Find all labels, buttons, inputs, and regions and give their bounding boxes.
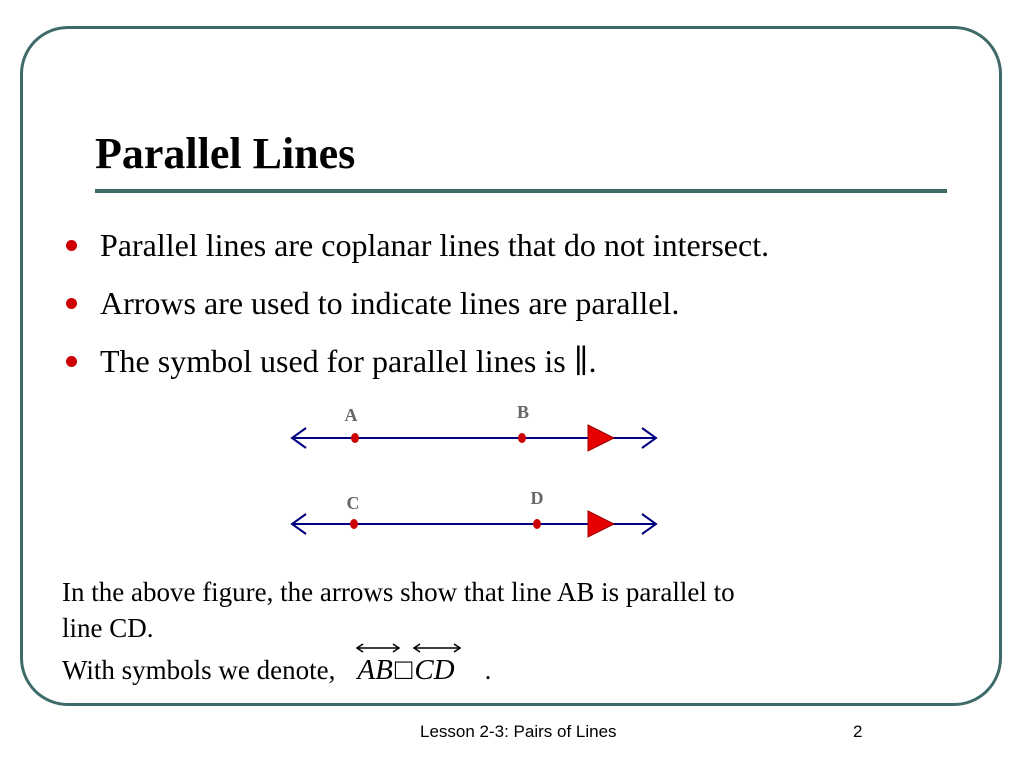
parallel-notation xyxy=(357,646,454,688)
label-a: A xyxy=(344,405,358,425)
bullet-dot-icon xyxy=(66,240,77,251)
point-c xyxy=(350,519,358,529)
bullet-text: Arrows are used to indicate lines are parallel. xyxy=(100,285,680,321)
line-cd xyxy=(292,488,656,537)
parallel-marker-icon xyxy=(588,511,614,537)
bullet-item xyxy=(62,274,769,332)
footer-lesson-title: Lesson 2-3: Pairs of Lines xyxy=(420,722,617,741)
bullet-list xyxy=(62,216,769,390)
label-b: B xyxy=(516,402,530,422)
point-a xyxy=(351,433,359,443)
figure-description xyxy=(62,574,942,688)
line-cd-notation: CD xyxy=(414,646,454,688)
bullet-item xyxy=(62,216,769,274)
point-b xyxy=(518,433,526,443)
bullet-dot-icon xyxy=(66,356,77,367)
label-d: D xyxy=(530,488,544,508)
bullet-text: The symbol used for parallel lines is ∥. xyxy=(100,343,597,379)
description-line: line CD. xyxy=(62,613,154,643)
double-arrow-overline-icon xyxy=(412,643,462,653)
parallel-symbol: □ xyxy=(394,654,413,686)
description-line: In the above figure, the arrows show that line AB is parallel to xyxy=(62,577,735,607)
double-arrow-overline-icon xyxy=(355,643,401,653)
label-c: C xyxy=(346,493,360,513)
footer-page-number: 2 xyxy=(853,722,863,741)
bullet-text: Parallel lines are coplanar lines that do not intersect. xyxy=(100,227,770,263)
bullet-item xyxy=(62,332,769,390)
line-ab xyxy=(292,402,656,451)
parallel-marker-icon xyxy=(588,425,614,451)
parallel-lines-figure xyxy=(280,395,670,545)
bullet-dot-icon xyxy=(66,298,77,309)
slide-title: Parallel Lines xyxy=(95,129,356,178)
notation-period: . xyxy=(484,655,492,685)
line-ab-notation: AB xyxy=(357,646,392,688)
title-divider xyxy=(95,189,947,193)
notation-intro: With symbols we denote, xyxy=(62,655,336,685)
description-line xyxy=(62,646,942,688)
point-d xyxy=(533,519,541,529)
